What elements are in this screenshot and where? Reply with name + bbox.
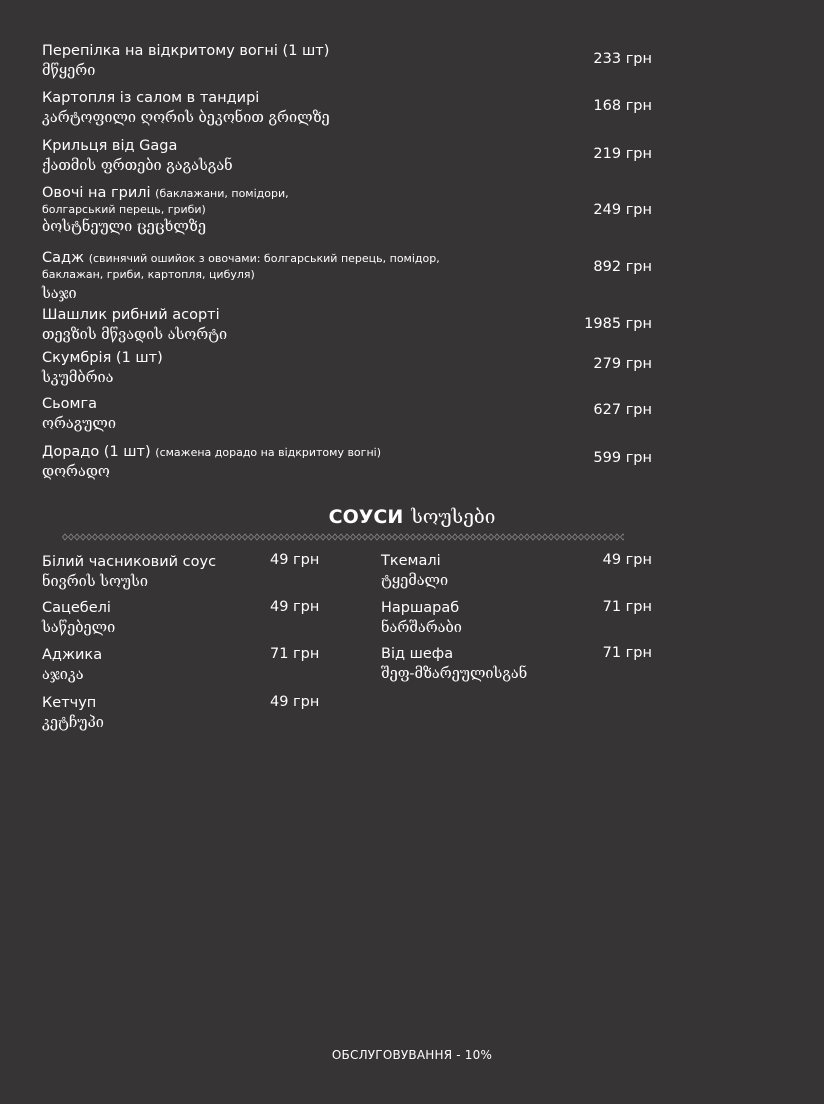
menu-item-fish-shashlik xyxy=(42,306,654,346)
sauce-satsebeli xyxy=(42,599,115,638)
item-name-georgian: ბოსტნეული ცეცხლზე xyxy=(42,219,206,235)
item-name: Садж xyxy=(42,250,85,266)
sauce-name-georgian: აჯიკა xyxy=(42,667,84,683)
item-name: Сьомга xyxy=(42,396,97,412)
item-name-georgian: მწყერი xyxy=(42,63,96,79)
item-name-georgian: ქათმის ფრთები გაგასგან xyxy=(42,158,233,174)
sauce-name-georgian: კეტჩუპი xyxy=(42,715,104,731)
menu-item-wings xyxy=(42,137,654,177)
item-name-georgian: თევზის მწვადის ასორტი xyxy=(42,327,228,343)
sauce-name: Наршараб xyxy=(381,600,460,616)
item-price: 233 грн xyxy=(593,51,652,67)
item-price: 219 грн xyxy=(593,146,652,162)
sauce-white-garlic xyxy=(42,553,216,592)
item-description-cont: баклажан, гриби, картопля, цибуля) xyxy=(42,268,255,281)
sauce-name: Сацебелі xyxy=(42,600,111,616)
sauce-name: Ткемалі xyxy=(381,553,441,569)
item-description: (смажена дорадо на відкритому вогні) xyxy=(155,446,381,459)
section-title-georgian: სოუსები xyxy=(411,506,496,528)
sauce-name-georgian: ნივრის სოუსი xyxy=(42,574,148,590)
sauce-ketchup xyxy=(42,694,104,733)
item-name-georgian: სკუმბრია xyxy=(42,370,114,386)
sauce-name: Білий часниковий соус xyxy=(42,554,217,570)
item-price: 249 грн xyxy=(593,202,652,218)
menu-item-potato-tandir xyxy=(42,89,654,129)
item-name: Овочі на грилі xyxy=(42,185,151,201)
menu-item-salmon xyxy=(42,395,654,435)
item-name: Шашлик рибний асорті xyxy=(42,307,220,323)
sauce-price: 71 грн xyxy=(602,645,652,661)
sauce-adjika xyxy=(42,646,102,685)
sauce-tkemali xyxy=(381,552,448,591)
item-name-georgian: ორაგული xyxy=(42,416,116,432)
section-title-sauces xyxy=(0,506,824,528)
item-name: Картопля із салом в тандирі xyxy=(42,90,260,106)
sauce-name: Аджика xyxy=(42,647,103,663)
item-price: 279 грн xyxy=(593,356,652,372)
item-price: 892 грн xyxy=(593,259,652,275)
menu-item-dorado xyxy=(42,443,654,483)
item-name: Крильця від Gaga xyxy=(42,138,178,154)
sauce-price: 71 грн xyxy=(602,599,652,615)
item-name-georgian: კარტოფილი ღორის ბეკონით გრილზე xyxy=(42,110,330,126)
item-name: Скумбрія (1 шт) xyxy=(42,350,163,366)
section-title-ua: СОУСИ xyxy=(328,506,404,528)
sauce-name-georgian: ტყემალი xyxy=(381,573,449,589)
sauce-name: Кетчуп xyxy=(42,695,97,711)
ornament-divider xyxy=(62,532,624,542)
sauce-narsharab xyxy=(381,599,462,638)
item-description: (свинячий ошийок з овочами: болгарський перець, помідор, xyxy=(88,252,440,265)
sauce-name-georgian: საწებელი xyxy=(42,620,116,636)
sauce-price: 71 грн xyxy=(270,646,320,662)
menu-item-mackerel xyxy=(42,349,654,389)
sauce-price: 49 грн xyxy=(270,552,320,568)
sauce-price: 49 грн xyxy=(270,599,320,615)
item-price: 627 грн xyxy=(593,402,652,418)
service-charge-note: ОБСЛУГОВУВАННЯ - 10% xyxy=(331,1048,493,1062)
sauce-name-georgian: ნარშარაბი xyxy=(381,620,462,636)
item-name-georgian: დორადო xyxy=(42,464,110,480)
item-name: Перепілка на відкритому вогні (1 шт) xyxy=(42,43,330,59)
item-description: (баклажани, помідори, xyxy=(155,187,289,200)
item-name-georgian: საჯი xyxy=(42,286,77,302)
menu-item-sadj xyxy=(42,249,654,305)
sauce-price: 49 грн xyxy=(270,694,320,710)
item-price: 1985 грн xyxy=(584,316,652,332)
item-price: 168 грн xyxy=(593,98,652,114)
item-price: 599 грн xyxy=(593,450,652,466)
item-description-cont: болгарський перець, гриби) xyxy=(42,203,206,216)
sauce-name: Від шефа xyxy=(381,646,454,662)
sauce-price: 49 грн xyxy=(602,552,652,568)
menu-item-quail xyxy=(42,42,654,82)
menu-item-grilled-vegetables xyxy=(42,184,654,238)
sauce-name-georgian: შეფ-მზარეულისგან xyxy=(381,666,528,682)
item-name: Дорадо (1 шт) xyxy=(42,444,151,460)
sauce-chef xyxy=(381,645,527,684)
